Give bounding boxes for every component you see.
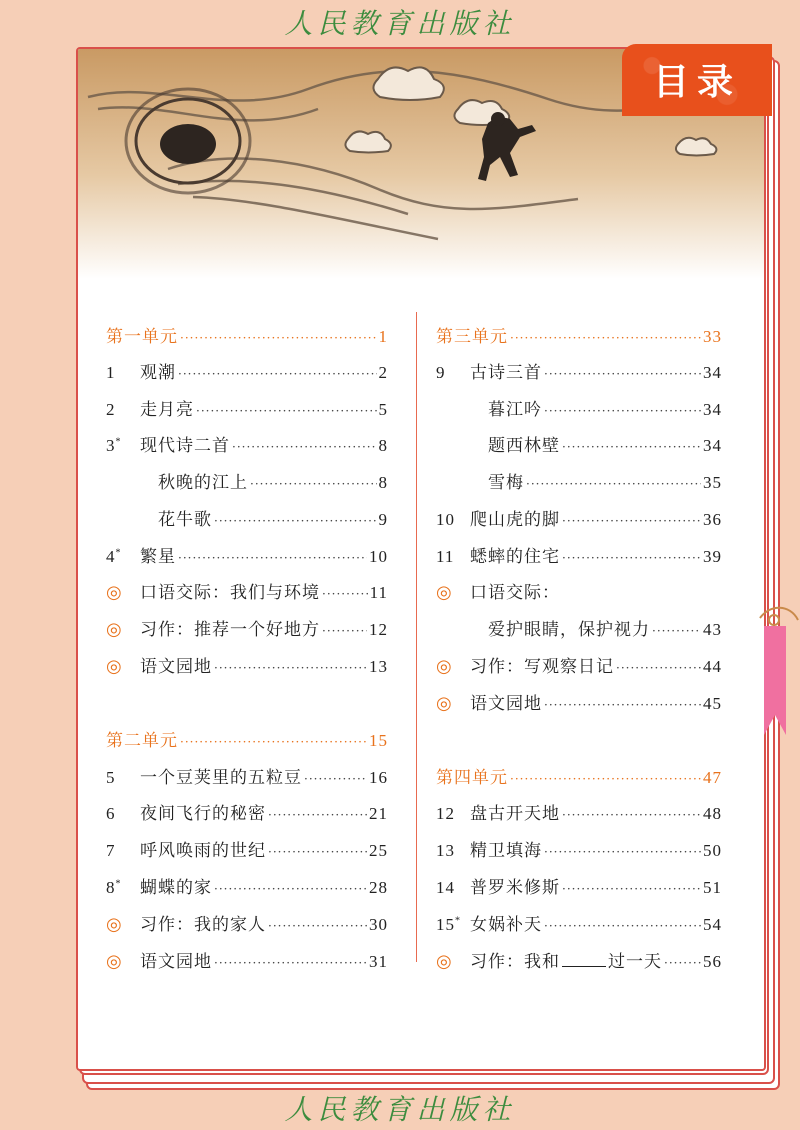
entry-title-part: 过一天 <box>608 952 662 972</box>
page-number: 30 <box>369 915 388 934</box>
page-number: 13 <box>369 657 388 676</box>
lesson-number <box>106 878 140 898</box>
dot-leader <box>664 956 701 970</box>
dot-leader <box>562 440 701 454</box>
entry-title: 花牛歌 <box>158 510 212 530</box>
unit-title: 第二单元 <box>106 731 178 751</box>
lesson-number-text: 15 <box>436 915 455 934</box>
page-number: 2 <box>378 363 388 382</box>
lesson-number <box>106 804 140 824</box>
lesson-number <box>106 363 140 383</box>
circle-bullet-icon: ◎ <box>106 619 123 640</box>
toc-entry[interactable] <box>436 578 722 608</box>
circle-bullet-icon: ◎ <box>106 914 123 935</box>
dot-leader <box>214 956 367 970</box>
dot-leader <box>250 477 377 491</box>
unit-heading[interactable] <box>106 726 388 756</box>
lesson-number-text: 12 <box>436 804 455 823</box>
toc-entry[interactable] <box>106 542 388 572</box>
lesson-number <box>436 510 470 530</box>
toc-entry[interactable] <box>106 910 388 940</box>
entry-title: 爱护眼睛，保护视力 <box>488 620 650 640</box>
page-number: 21 <box>369 804 388 823</box>
dot-leader <box>180 331 377 345</box>
toc-entry[interactable] <box>106 431 388 461</box>
entry-title: 走月亮 <box>140 400 194 420</box>
dot-leader <box>232 440 377 454</box>
dot-leader <box>544 404 701 418</box>
entry-title: 蟋蟀的住宅 <box>470 547 560 567</box>
lesson-number-text: 10 <box>436 510 455 529</box>
toc-sub-entry[interactable] <box>106 505 388 535</box>
page-number: 34 <box>703 436 722 455</box>
toc-entry[interactable] <box>436 652 722 682</box>
page-number: 36 <box>703 510 722 529</box>
lesson-number <box>106 768 140 788</box>
entry-title: 雪梅 <box>488 473 524 493</box>
dot-leader <box>616 661 701 675</box>
unit-title: 第一单元 <box>106 327 178 347</box>
dot-leader <box>544 919 701 933</box>
dot-leader <box>544 698 701 712</box>
entry-title: 口语交际：我们与环境 <box>140 583 320 603</box>
publisher-logo-bottom: 人民教育出版社 <box>284 1093 516 1126</box>
dot-leader <box>652 624 701 638</box>
unit-heading[interactable] <box>436 763 722 793</box>
dot-leader <box>304 772 367 786</box>
page-number: 51 <box>703 878 722 897</box>
publisher-logo-top: 人民教育出版社 <box>284 7 516 40</box>
page-number: 43 <box>703 620 722 639</box>
entry-title: 语文园地 <box>140 952 212 972</box>
lesson-number-text: 3 <box>106 436 116 455</box>
lesson-number <box>436 363 470 383</box>
lesson-number-text: 2 <box>106 400 116 419</box>
lesson-number <box>436 915 470 935</box>
toc-entry[interactable] <box>436 799 722 829</box>
circle-bullet-icon: ◎ <box>106 656 123 677</box>
dot-leader <box>268 808 367 822</box>
toc-sub-entry[interactable] <box>436 615 722 645</box>
entry-title-part: 习作：我和 <box>470 952 560 972</box>
entry-title: 盘古开天地 <box>470 804 560 824</box>
page-number: 8 <box>378 473 388 492</box>
toc-entry[interactable] <box>436 505 722 535</box>
toc-entry[interactable] <box>436 910 722 940</box>
dot-leader <box>526 477 701 491</box>
page-number: 10 <box>369 547 388 566</box>
optional-star-mark: * <box>115 436 122 448</box>
dot-leader <box>562 808 701 822</box>
toc-entry[interactable] <box>106 947 388 977</box>
dot-leader <box>214 661 367 675</box>
page-number: 50 <box>703 841 722 860</box>
toc-entry[interactable] <box>436 542 722 572</box>
contents-tab-title: 目录 <box>652 62 741 103</box>
optional-star-mark: * <box>455 915 461 927</box>
lesson-number-text: 13 <box>436 841 455 860</box>
toc-entry[interactable] <box>106 873 388 903</box>
entry-title: 习作：推荐一个好地方 <box>140 620 320 640</box>
lesson-number <box>106 841 140 861</box>
dot-leader <box>562 551 701 565</box>
circle-bullet-icon: ◎ <box>436 656 453 677</box>
contents-tab <box>622 44 772 116</box>
entry-title: 一个豆荚里的五粒豆 <box>140 768 302 788</box>
lesson-number-text: 4 <box>106 547 116 566</box>
circle-bullet-icon: ◎ <box>436 693 453 714</box>
toc-entry[interactable] <box>106 578 388 608</box>
page-number: 33 <box>703 327 722 346</box>
lesson-number-text: 1 <box>106 363 116 382</box>
page-number: 45 <box>703 694 722 713</box>
page-number: 47 <box>703 768 722 787</box>
page-number: 11 <box>369 583 388 602</box>
circle-bullet-icon: ◎ <box>436 582 453 603</box>
toc-sub-entry[interactable] <box>436 431 722 461</box>
toc-entry[interactable] <box>106 799 388 829</box>
page-number: 25 <box>369 841 388 860</box>
entry-title: 女娲补天 <box>470 915 542 935</box>
toc-entry[interactable] <box>436 873 722 903</box>
dot-leader <box>196 404 377 418</box>
page-number: 39 <box>703 547 722 566</box>
entry-title: 题西林壁 <box>488 436 560 456</box>
entry-title: 爬山虎的脚 <box>470 510 560 530</box>
dot-leader <box>268 919 367 933</box>
page-number: 5 <box>378 400 388 419</box>
toc-entry[interactable] <box>436 836 722 866</box>
unit-title: 第四单元 <box>436 768 508 788</box>
dot-leader <box>268 845 367 859</box>
page-number: 9 <box>378 510 388 529</box>
dot-leader <box>510 331 701 345</box>
page-number: 15 <box>369 731 388 750</box>
dot-leader <box>178 551 367 565</box>
entry-title: 口语交际： <box>470 583 560 603</box>
entry-title: 习作：我的家人 <box>140 915 266 935</box>
page-number: 8 <box>378 436 388 455</box>
entry-title: 暮江吟 <box>488 400 542 420</box>
lesson-number-text: 5 <box>106 768 116 787</box>
lesson-number-text: 6 <box>106 804 116 823</box>
page-number: 28 <box>369 878 388 897</box>
toc-entry[interactable] <box>436 947 722 977</box>
dot-leader <box>544 367 701 381</box>
entry-title: 秋晚的江上 <box>158 473 248 493</box>
dot-leader <box>562 882 701 896</box>
toc-sub-entry[interactable] <box>106 468 388 498</box>
toc-page <box>76 47 766 1071</box>
dot-leader <box>544 845 701 859</box>
lesson-number <box>106 400 140 420</box>
entry-title: 普罗米修斯 <box>470 878 560 898</box>
page-number: 12 <box>369 620 388 639</box>
page-number: 35 <box>703 473 722 492</box>
toc-entry[interactable] <box>436 689 722 719</box>
page-number: 16 <box>369 768 388 787</box>
entry-title: 习作：写观察日记 <box>470 657 614 677</box>
page-number: 44 <box>703 657 722 676</box>
entry-title: 繁星 <box>140 547 176 567</box>
dot-leader <box>510 772 701 786</box>
unit-heading[interactable] <box>106 322 388 352</box>
toc-sub-entry[interactable] <box>436 395 722 425</box>
dot-leader <box>322 587 368 601</box>
dot-leader <box>178 367 377 381</box>
entry-title: 呼风唤雨的世纪 <box>140 841 266 861</box>
dot-leader <box>180 735 367 749</box>
lesson-number-text: 14 <box>436 878 455 897</box>
page-number: 48 <box>703 804 722 823</box>
entry-title: 现代诗二首 <box>140 436 230 456</box>
lesson-number <box>436 841 470 861</box>
toc-entry[interactable] <box>436 358 722 388</box>
lesson-number <box>436 878 470 898</box>
circle-bullet-icon: ◎ <box>436 951 453 972</box>
page-number: 56 <box>703 952 722 971</box>
page-number: 34 <box>703 400 722 419</box>
lesson-number <box>436 804 470 824</box>
lesson-number-text: 9 <box>436 363 446 382</box>
entry-title: 观潮 <box>140 363 176 383</box>
toc-sub-entry[interactable] <box>436 468 722 498</box>
lesson-number <box>436 547 470 567</box>
column-divider <box>416 312 417 962</box>
unit-heading[interactable] <box>436 322 722 352</box>
dot-leader <box>562 514 701 528</box>
lesson-number <box>106 547 140 567</box>
fill-blank-line <box>562 965 606 967</box>
lesson-number-text: 7 <box>106 841 116 860</box>
entry-title: 夜间飞行的秘密 <box>140 804 266 824</box>
dot-leader <box>214 514 377 528</box>
optional-star-mark: * <box>115 547 122 559</box>
entry-title: 语文园地 <box>140 657 212 677</box>
entry-title: 蝴蝶的家 <box>140 878 212 898</box>
unit-title: 第三单元 <box>436 327 508 347</box>
toc-entry[interactable] <box>106 652 388 682</box>
circle-bullet-icon: ◎ <box>106 582 123 603</box>
lesson-number <box>106 436 140 456</box>
circle-bullet-icon: ◎ <box>106 951 123 972</box>
bookmark-ribbon-icon <box>746 600 800 740</box>
page-number: 1 <box>378 327 388 346</box>
entry-title <box>470 947 662 972</box>
dot-leader <box>322 624 367 638</box>
toc-entry[interactable] <box>106 615 388 645</box>
entry-title: 古诗三首 <box>470 363 542 383</box>
optional-star-mark: * <box>115 878 122 890</box>
page-number: 31 <box>369 952 388 971</box>
toc-entry[interactable] <box>106 836 388 866</box>
lesson-number-text: 8 <box>106 878 116 897</box>
page-number: 34 <box>703 363 722 382</box>
lesson-number-text: 11 <box>436 547 455 566</box>
toc-entry[interactable] <box>106 763 388 793</box>
toc-entry[interactable] <box>106 395 388 425</box>
entry-title: 语文园地 <box>470 694 542 714</box>
entry-title: 精卫填海 <box>470 841 542 861</box>
page-number: 54 <box>703 915 722 934</box>
dot-leader <box>214 882 367 896</box>
toc-entry[interactable] <box>106 358 388 388</box>
